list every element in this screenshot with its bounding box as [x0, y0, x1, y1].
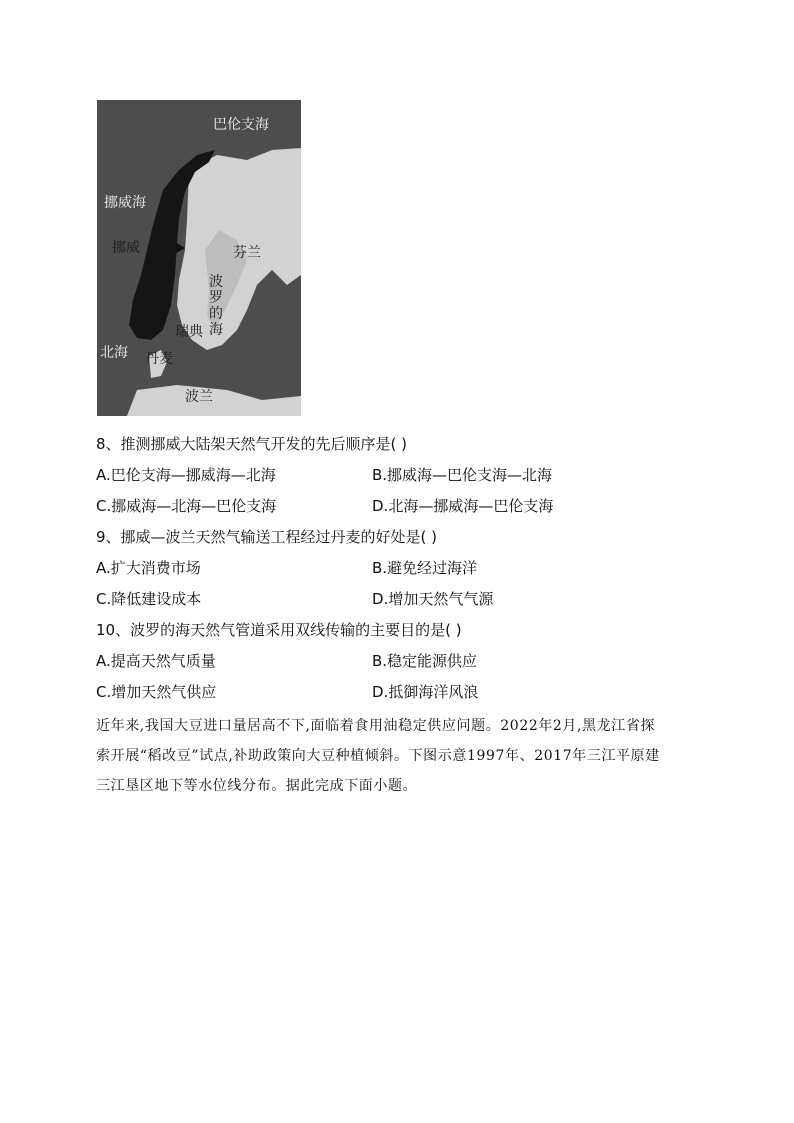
scandinavia-map: [97, 100, 301, 416]
label-denmark: 丹麦: [145, 351, 173, 367]
label-sweden: 瑞典: [175, 324, 203, 340]
question-8-option-c[interactable]: C.挪威海—北海—巴伦支海: [96, 497, 277, 515]
question-8-option-b[interactable]: B.挪威海—巴伦支海—北海: [372, 466, 553, 484]
label-north-sea: 北海: [100, 345, 128, 361]
question-10-option-c[interactable]: C.增加天然气供应: [96, 683, 217, 701]
passage-line-1: 近年来,我国大豆进口量居高不下,面临着食用油稳定供应问题。2022年2月,黑龙江省探: [96, 718, 656, 734]
question-10-option-d[interactable]: D.抵御海洋风浪: [372, 683, 479, 701]
question-9-option-a[interactable]: A.扩大消费市场: [96, 559, 201, 577]
passage-line-3: 三江垦区地下等水位线分布。据此完成下面小题。: [96, 778, 418, 794]
passage-line-2: 索开展“稻改豆”试点,补助政策向大豆种植倾斜。下图示意1997年、2017年三江平原建: [96, 748, 660, 764]
question-9-option-d[interactable]: D.增加天然气气源: [372, 590, 494, 608]
label-baltic-sea: 波罗的海: [209, 274, 223, 338]
question-10-option-b[interactable]: B.稳定能源供应: [372, 652, 478, 670]
label-finland: 芬兰: [233, 245, 261, 261]
question-10-stem: 10、波罗的海天然气管道采用双线传输的主要目的是( ): [96, 621, 462, 639]
label-norwegian-sea: 挪威海: [104, 195, 146, 211]
question-9-option-c[interactable]: C.降低建设成本: [96, 590, 202, 608]
question-8-option-d[interactable]: D.北海—挪威海—巴伦支海: [372, 497, 554, 515]
question-8-option-a[interactable]: A.巴伦支海—挪威海—北海: [96, 466, 276, 484]
label-barents-sea: 巴伦支海: [213, 117, 269, 133]
label-norway: 挪威: [112, 240, 140, 256]
map-graphic: [97, 100, 301, 416]
question-8-stem: 8、推测挪威大陆架天然气开发的先后顺序是( ): [96, 435, 408, 453]
question-9-stem: 9、挪威—波兰天然气输送工程经过丹麦的好处是( ): [96, 528, 438, 546]
question-10-option-a[interactable]: A.提高天然气质量: [96, 652, 216, 670]
label-poland: 波兰: [185, 389, 213, 405]
question-9-option-b[interactable]: B.避免经过海洋: [372, 559, 478, 577]
